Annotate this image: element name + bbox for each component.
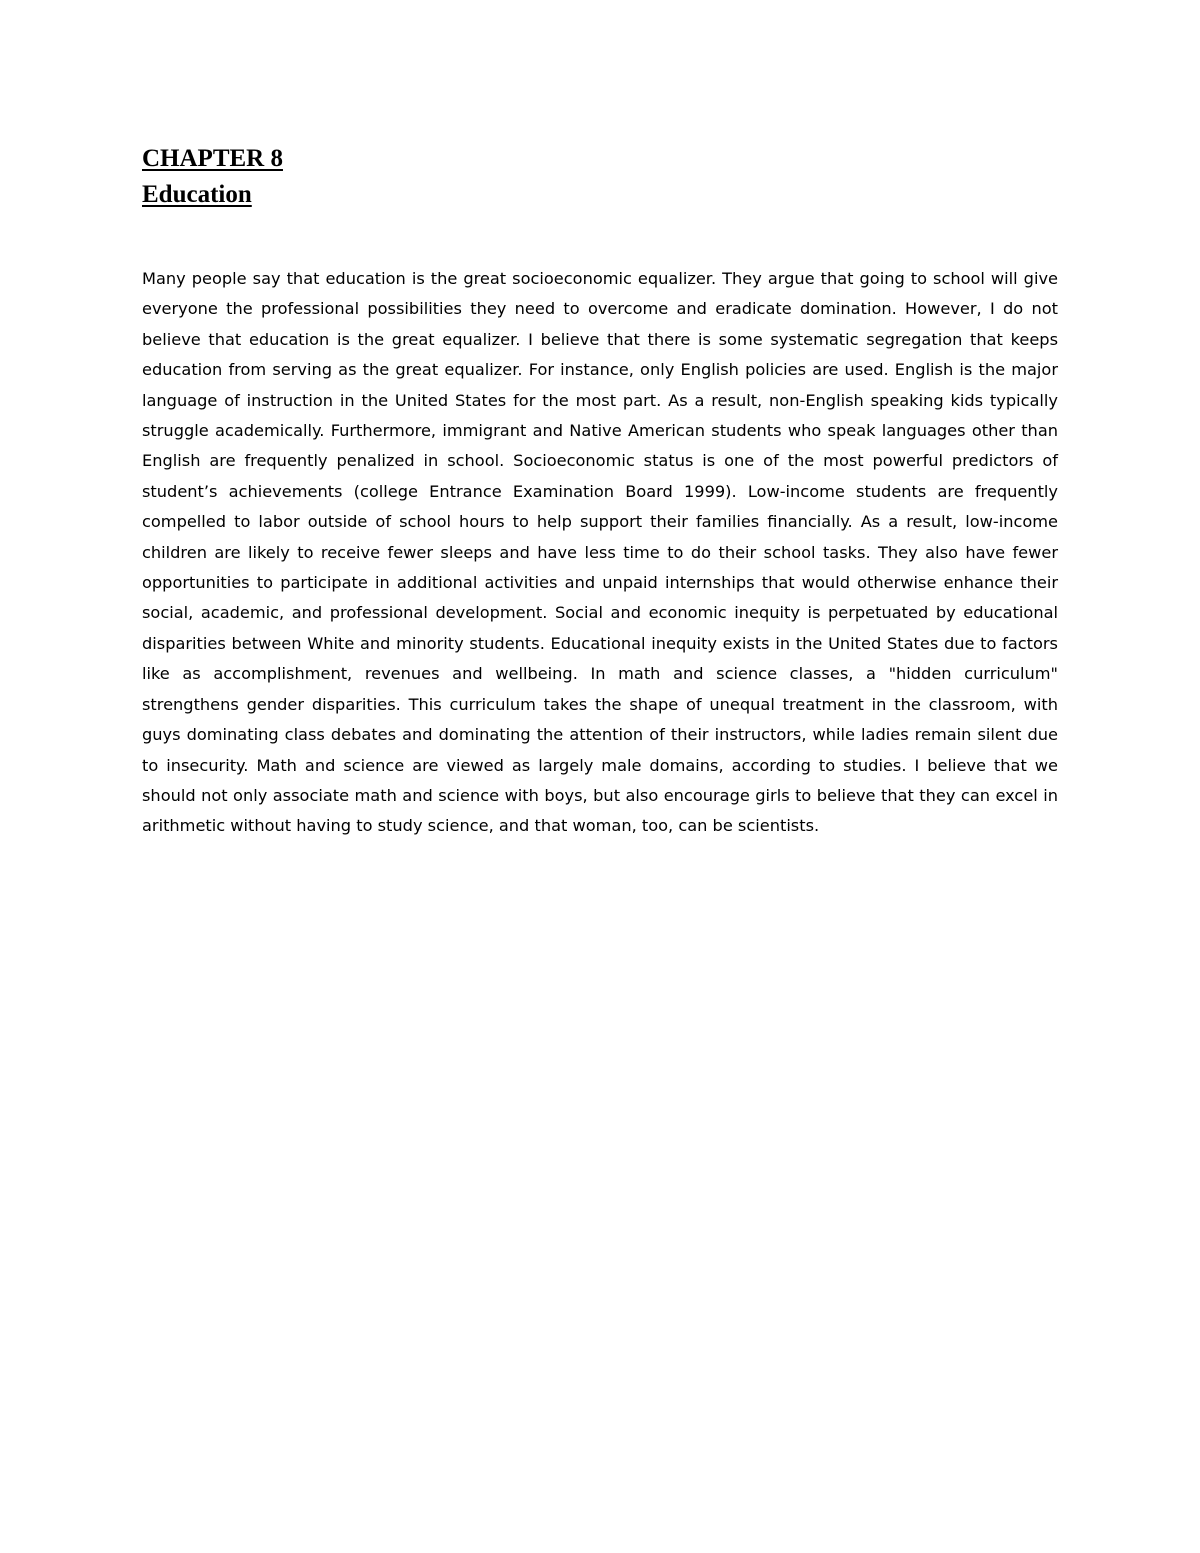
body-paragraph: Many people say that education is the great socioeconomic equalizer. They argue that going to school will give everyone the professional possibilities they need to overcome and eradicate domination. However, I do not believe that education is the great equalizer. I believe that there is some systematic segregation that keeps education from serving as the great equalizer. For instance, only English policies are used. English is the major language of instruction in the United States for the most part. As a result, non-English speaking kids typically struggle academically. Furthermore, immigrant and Native American students who speak languages other than English are frequently penalized in school. Socioeconomic status is one of the most powerful predictors of student’s achievements (college Entrance Examination Board 1999). Low-income students are frequently compelled to labor outside of school hours to help support their families financially. As a result, low-income children are likely to receive fewer sleeps and have less time to do their school tasks. They also have fewer opportunities to participate in additional activities and unpaid internships that would otherwise enhance their social, academic, and professional development. Social and economic inequity is perpetuated by educational disparities between White and minority students. Educational inequity exists in the United States due to factors like as accomplishment, revenues and wellbeing. In math and science classes, a "hidden curriculum" strengthens gender disparities. This curriculum takes the shape of unequal treatment in the classroom, with guys dominating class debates and dominating the attention of their instructors, while ladies remain silent due to insecurity. Math and science are viewed as largely male domains, according to studies. I believe that we should not only associate math and science with boys, but also encourage girls to believe that they can excel in arithmetic without having to study science, and that woman, too, can be scientists. (142, 269, 1058, 836)
chapter-label: CHAPTER 8 (142, 145, 283, 172)
chapter-title: Education (142, 181, 252, 208)
